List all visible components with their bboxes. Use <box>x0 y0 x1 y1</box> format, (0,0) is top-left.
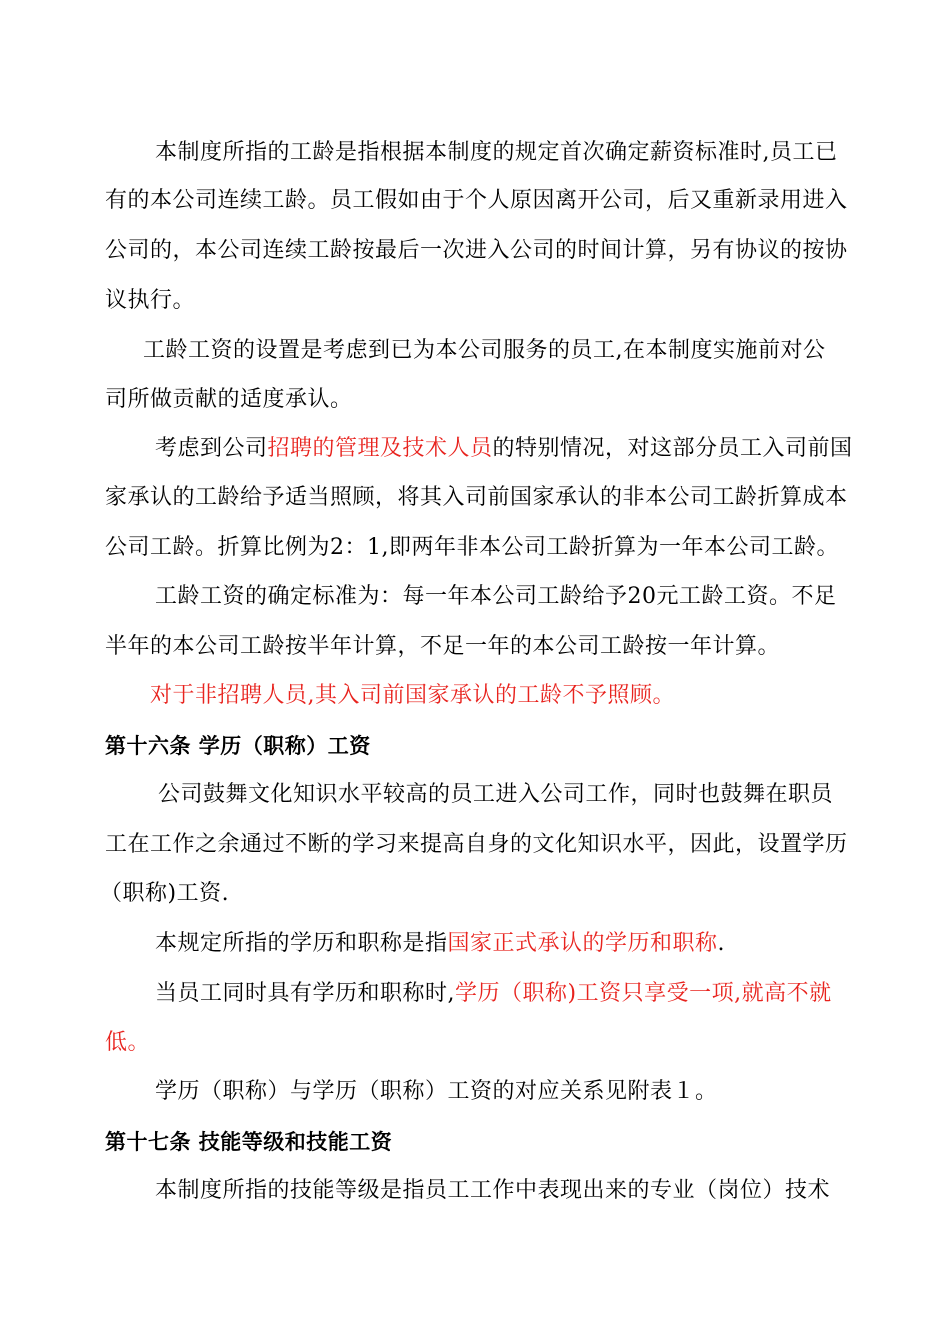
paragraph-education-table-reference: 学历（职称）与学历（职称）工资的对应关系见附表１。 <box>155 1079 718 1104</box>
paragraph-seniority-definition-line-3: 公司的，本公司连续工龄按最后一次进入公司的时间计算，另有协议的按协 <box>105 238 848 263</box>
paragraph-seniority-definition-line-1: 本制度所指的工龄是指根据本制度的规定首次确定薪资标准时,员工已 <box>155 140 838 165</box>
education-definition-text-a: 本规定所指的学历和职称是指 <box>155 931 448 956</box>
paragraph-skill-level-definition-line-1: 本制度所指的技能等级是指员工工作中表现出来的专业（岗位）技术 <box>155 1178 831 1203</box>
paragraph-non-recruited-note: 对于非招聘人员,其入司前国家承认的工龄不予照顾。 <box>150 683 675 708</box>
recruited-staff-text-b: 的特别情况，对这部分员工入司前国 <box>492 436 853 461</box>
section-heading-article-16: 第十六条 学历（职称）工资 <box>105 734 371 758</box>
recruited-staff-highlight: 招聘的管理及技术人员 <box>267 436 493 461</box>
education-definition-text-b: . <box>717 931 726 956</box>
paragraph-recruited-staff-line-2: 家承认的工龄给予适当照顾，将其入司前国家承认的非本公司工龄折算成本 <box>105 485 848 510</box>
education-rule-highlight: 学历（职称)工资只享受一项,就高不就 <box>455 981 832 1006</box>
paragraph-education-rule-line-2: 低。 <box>105 1030 151 1055</box>
paragraph-seniority-standard-line-2: 半年的本公司工龄按半年计算，不足一年的本公司工龄按一年计算。 <box>105 634 781 659</box>
paragraph-seniority-standard-line-1: 工龄工资的确定标准为：每一年本公司工龄给予20元工龄工资。不足 <box>155 584 837 609</box>
paragraph-education-encouragement-line-3: （职称)工资. <box>100 881 230 906</box>
paragraph-education-rule-line-1 <box>155 981 832 1007</box>
paragraph-education-encouragement-line-1: 公司鼓舞文化知识水平较高的员工进入公司工作，同时也鼓舞在职员 <box>158 782 834 807</box>
paragraph-education-encouragement-line-2: 工在工作之余通过不断的学习来提高自身的文化知识水平，因此，设置学历 <box>105 832 848 857</box>
paragraph-seniority-definition-line-2: 有的本公司连续工龄。员工假如由于个人原因离开公司，后又重新录用进入 <box>105 188 848 213</box>
paragraph-seniority-purpose-line-1: 工龄工资的设置是考虑到已为本公司服务的员工,在本制度实施前对公 <box>143 338 826 363</box>
education-rule-text-a: 当员工同时具有学历和职称时, <box>155 981 455 1006</box>
paragraph-education-definition <box>155 931 725 957</box>
paragraph-recruited-staff-line-1 <box>155 436 853 462</box>
paragraph-seniority-definition-line-4: 议执行。 <box>105 288 196 313</box>
paragraph-seniority-purpose-line-2: 司所做贡献的适度承认。 <box>105 387 353 412</box>
education-definition-highlight: 国家正式承认的学历和职称 <box>447 931 718 956</box>
recruited-staff-text-a: 考虑到公司 <box>155 436 268 461</box>
section-heading-article-17: 第十七条 技能等级和技能工资 <box>105 1130 393 1154</box>
paragraph-recruited-staff-line-3: 公司工龄。折算比例为2：1,即两年非本公司工龄折算为一年本公司工龄。 <box>105 535 839 560</box>
